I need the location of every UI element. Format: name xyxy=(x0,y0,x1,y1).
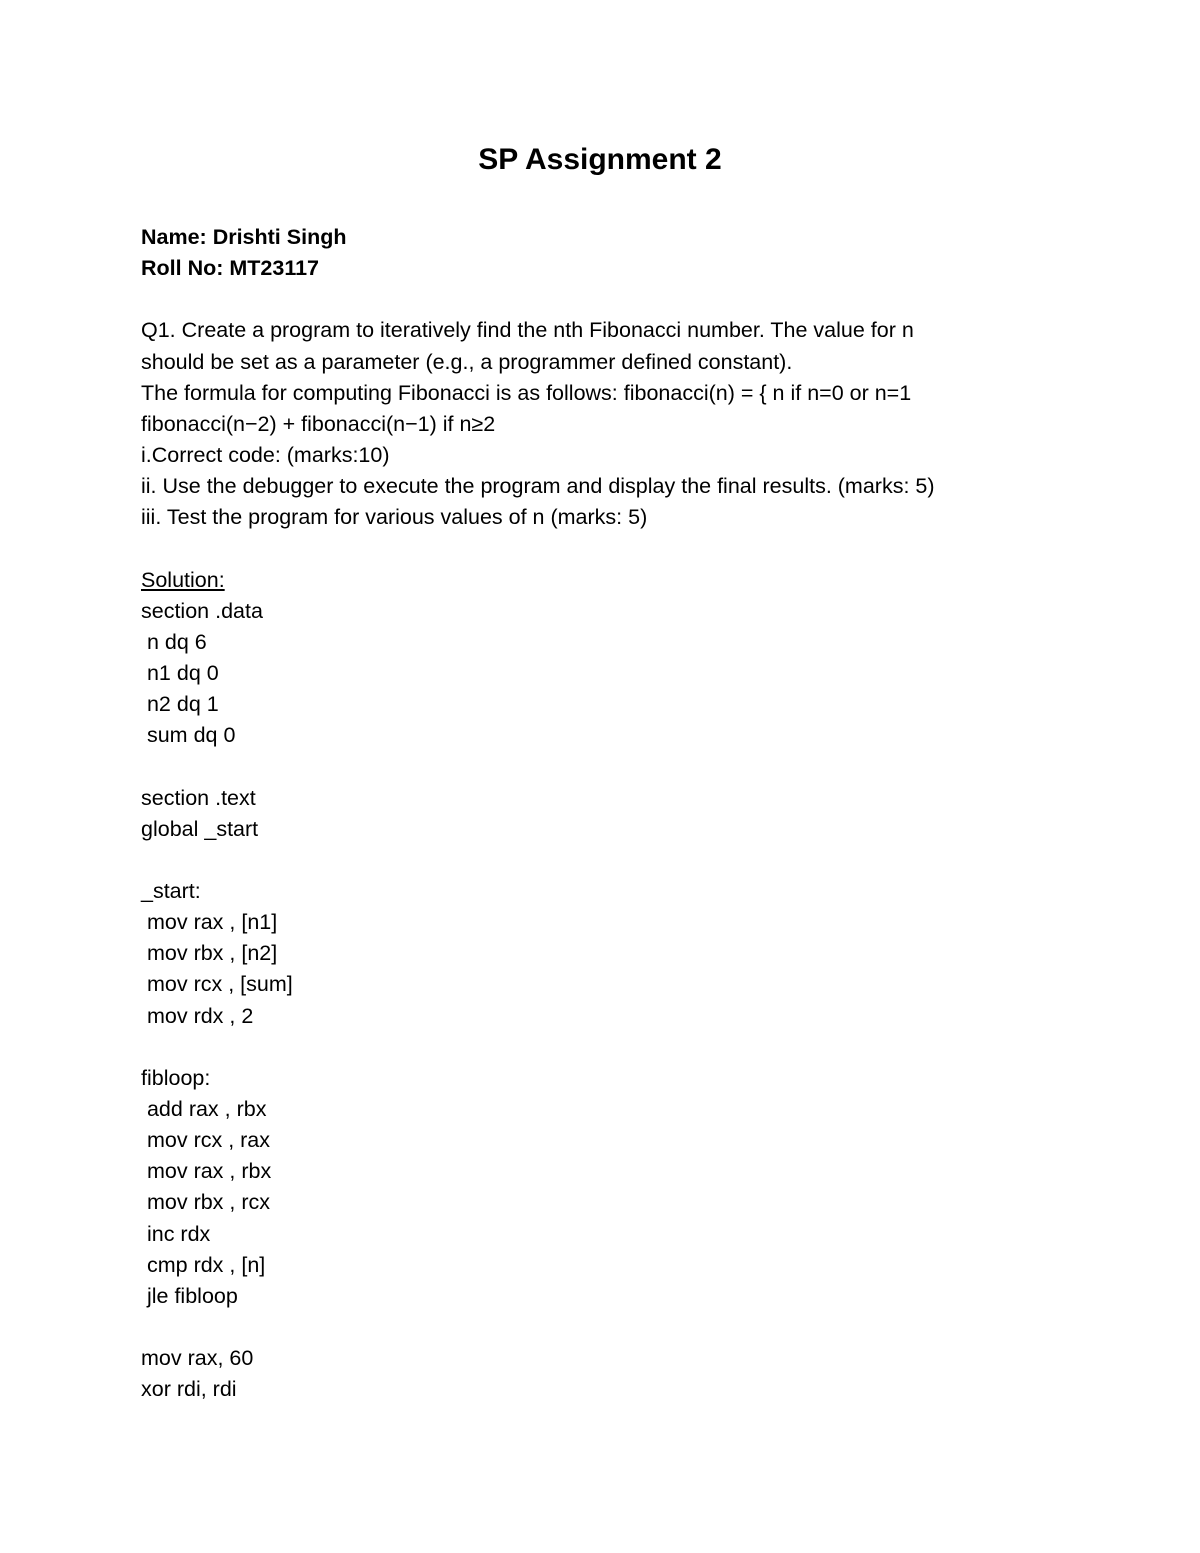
spacer xyxy=(141,284,1081,315)
spacer xyxy=(141,845,1081,876)
solution-heading: Solution: xyxy=(141,567,225,592)
code-line: mov rbx , [n2] xyxy=(141,941,278,966)
code-line: cmp rdx , [n] xyxy=(141,1252,266,1277)
code-line: section .text xyxy=(141,785,256,810)
question-line: The formula for computing Fibonacci is as follows: fibonacci(n) = { n if n=0 or n=1 xyxy=(141,380,912,405)
spacer xyxy=(141,1032,1081,1063)
code-line: mov rbx , rcx xyxy=(141,1190,271,1215)
code-line: section .data xyxy=(141,598,263,623)
question-line: Q1. Create a program to iteratively find the nth Fibonacci number. The value for n xyxy=(141,318,914,343)
student-name: Name: Drishti Singh xyxy=(141,225,347,249)
code-line: mov rax , rbx xyxy=(141,1159,272,1184)
code-line: mov rax, 60 xyxy=(141,1346,254,1371)
question-line: iii. Test the program for various values of n (marks: 5) xyxy=(141,505,648,530)
code-line: jle fibloop xyxy=(141,1283,238,1308)
spacer xyxy=(141,1312,1081,1343)
roll-number: Roll No: MT23117 xyxy=(141,256,320,281)
question-line: i.Correct code: (marks:10) xyxy=(141,442,390,467)
spacer xyxy=(141,751,1081,782)
question-line: fibonacci(n−2) + fibonacci(n−1) if n≥2 xyxy=(141,411,496,436)
question-line: should be set as a parameter (e.g., a programmer defined constant). xyxy=(141,349,793,374)
spacer xyxy=(141,533,1081,564)
code-line: inc rdx xyxy=(141,1221,211,1246)
code-line: n1 dq 0 xyxy=(141,660,219,685)
code-line: mov rdx , 2 xyxy=(141,1003,254,1028)
question-line: ii. Use the debugger to execute the program and display the final results. (marks: 5) xyxy=(141,474,935,499)
code-line: _start: xyxy=(141,878,201,903)
code-line: mov rcx , [sum] xyxy=(141,972,293,997)
code-line: fibloop: xyxy=(141,1065,211,1090)
code-line: mov rax , [n1] xyxy=(141,910,278,935)
code-line: mov rcx , rax xyxy=(141,1128,271,1153)
code-line: sum dq 0 xyxy=(141,723,236,748)
code-line: n dq 6 xyxy=(141,629,207,654)
document-body xyxy=(141,222,1081,1405)
code-line: xor rdi, rdi xyxy=(141,1377,237,1402)
code-line: add rax , rbx xyxy=(141,1096,267,1121)
code-line: global _start xyxy=(141,816,259,841)
document-title: SP Assignment 2 xyxy=(478,143,722,176)
code-line: n2 dq 1 xyxy=(141,692,219,717)
